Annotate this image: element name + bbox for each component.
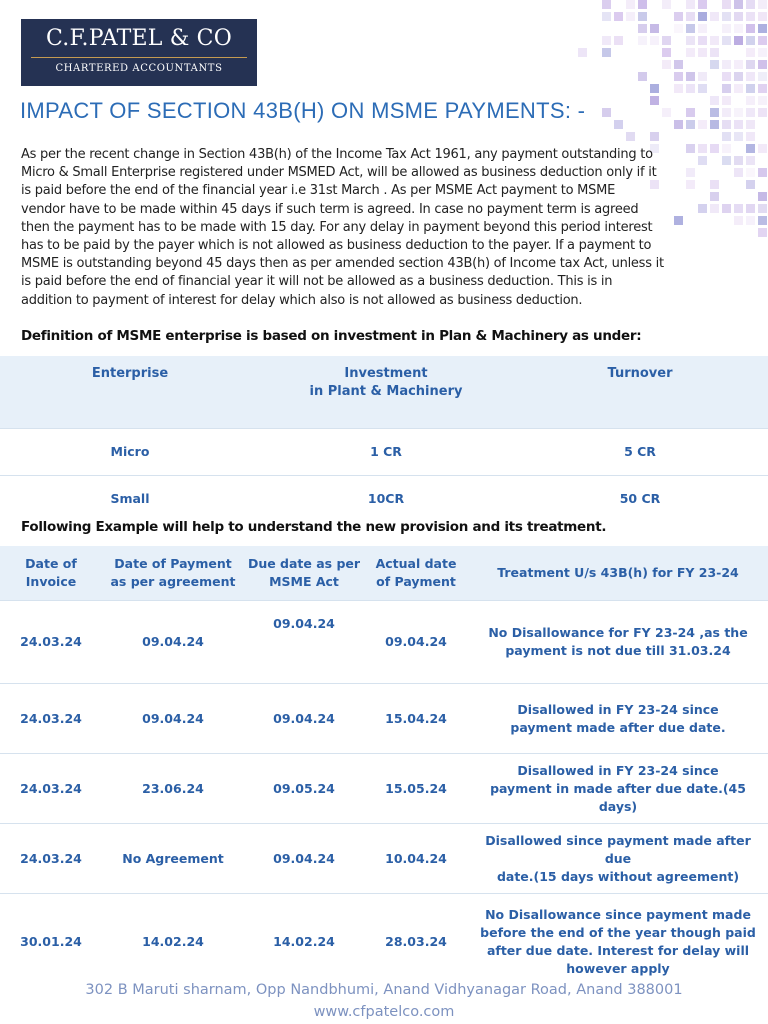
- mosaic-tile: [710, 48, 719, 57]
- mosaic-tile: [734, 60, 743, 69]
- example-table: [0, 546, 768, 990]
- mosaic-tile: [686, 24, 695, 33]
- msme-definition-table: [0, 356, 768, 522]
- logo-name: C.F.PATEL & CO: [46, 26, 232, 51]
- table-header-row: [0, 546, 768, 601]
- header-agreed-payment-date: Date of Payment as per agreement: [102, 546, 244, 601]
- agreed-date-cell: 09.04.24: [102, 601, 244, 684]
- mosaic-tile: [758, 192, 767, 201]
- mosaic-tile: [650, 132, 659, 141]
- mosaic-tile: [722, 60, 731, 69]
- mosaic-tile: [602, 48, 611, 57]
- intro-line: As per the recent change in Section 43B(h) of the Income Tax Act 1961, any payment outstanding to: [21, 147, 653, 162]
- mosaic-tile: [734, 156, 743, 165]
- footer-website-link[interactable]: www.cfpatelco.com: [313, 1004, 455, 1020]
- agreed-date-cell: 09.04.24: [102, 684, 244, 754]
- treatment-cell: Disallowed since payment made after due date.(15 days without agreement): [468, 824, 768, 894]
- mosaic-tile: [734, 36, 743, 45]
- mosaic-tile: [638, 72, 647, 81]
- mosaic-tile: [722, 72, 731, 81]
- mosaic-tile: [626, 12, 635, 21]
- mosaic-tile: [602, 108, 611, 117]
- mosaic-tile: [758, 24, 767, 33]
- mosaic-tile: [758, 144, 767, 153]
- mosaic-tile: [722, 24, 731, 33]
- mosaic-tile: [638, 0, 647, 9]
- mosaic-tile: [686, 108, 695, 117]
- logo-divider: [31, 57, 247, 58]
- mosaic-tile: [614, 36, 623, 45]
- mosaic-tile: [650, 36, 659, 45]
- treatment-cell: No Disallowance for FY 23-24 ,as the payment is not due till 31.03.24: [468, 601, 768, 684]
- mosaic-tile: [698, 24, 707, 33]
- mosaic-tile: [650, 84, 659, 93]
- mosaic-tile: [746, 156, 755, 165]
- mosaic-tile: [746, 24, 755, 33]
- mosaic-tile: [662, 0, 671, 9]
- agreed-date-cell: No Agreement: [102, 824, 244, 894]
- mosaic-tile: [722, 132, 731, 141]
- mosaic-tile: [638, 24, 647, 33]
- mosaic-tile: [662, 48, 671, 57]
- table-row: [0, 894, 768, 991]
- mosaic-tile: [698, 84, 707, 93]
- mosaic-tile: [686, 72, 695, 81]
- invoice-date-cell: 24.03.24: [0, 601, 102, 684]
- mosaic-tile: [746, 180, 755, 189]
- mosaic-tile: [662, 108, 671, 117]
- mosaic-tile: [626, 132, 635, 141]
- mosaic-tile: [710, 36, 719, 45]
- mosaic-tile: [602, 36, 611, 45]
- table-row: [0, 476, 768, 523]
- mosaic-tile: [746, 60, 755, 69]
- mosaic-tile: [722, 36, 731, 45]
- mosaic-tile: [638, 12, 647, 21]
- mosaic-tile: [722, 0, 731, 9]
- mosaic-tile: [722, 12, 731, 21]
- due-date-cell: 09.04.24: [244, 824, 364, 894]
- mosaic-tile: [662, 36, 671, 45]
- mosaic-tile: [650, 24, 659, 33]
- invoice-date-cell: 24.03.24: [0, 754, 102, 824]
- definition-heading: Definition of MSME enterprise is based on investment in Plan & Machinery as under:: [21, 328, 642, 344]
- mosaic-tile: [674, 72, 683, 81]
- mosaic-tile: [734, 12, 743, 21]
- actual-date-cell: 10.04.24: [364, 824, 468, 894]
- agreed-date-cell: 14.02.24: [102, 894, 244, 991]
- intro-line: then the payment has to be made with 15 day. For any delay in payment beyond this period interest: [21, 219, 653, 235]
- mosaic-tile: [710, 12, 719, 21]
- mosaic-tile: [722, 84, 731, 93]
- agreed-date-cell: 23.06.24: [102, 754, 244, 824]
- mosaic-tile: [674, 60, 683, 69]
- mosaic-tile: [758, 168, 767, 177]
- mosaic-tile: [698, 0, 707, 9]
- mosaic-tile: [746, 72, 755, 81]
- invoice-date-cell: 24.03.24: [0, 824, 102, 894]
- mosaic-tile: [602, 12, 611, 21]
- treatment-cell: Disallowed in FY 23-24 since payment made after due date.: [468, 684, 768, 754]
- mosaic-tile: [746, 144, 755, 153]
- intro-paragraph: [21, 146, 733, 310]
- mosaic-tile: [746, 0, 755, 9]
- mosaic-tile: [722, 120, 731, 129]
- mosaic-tile: [578, 48, 587, 57]
- mosaic-tile: [746, 12, 755, 21]
- due-date-cell: 14.02.24: [244, 894, 364, 991]
- intro-line: has to be paid by the payer which is not allowed as business deduction to the payer. If a payment to: [21, 238, 652, 254]
- mosaic-tile: [758, 204, 767, 213]
- mosaic-tile: [734, 120, 743, 129]
- mosaic-tile: [746, 216, 755, 225]
- mosaic-tile: [698, 36, 707, 45]
- treatment-cell: No Disallowance since payment made before the end of the year though paid after due date. Interest for delay will however apply: [468, 894, 768, 991]
- mosaic-tile: [734, 168, 743, 177]
- mosaic-tile: [746, 84, 755, 93]
- mosaic-tile: [710, 120, 719, 129]
- mosaic-tile: [746, 48, 755, 57]
- mosaic-tile: [710, 60, 719, 69]
- mosaic-tile: [758, 96, 767, 105]
- mosaic-tile: [710, 96, 719, 105]
- header-invoice-date: Date of Invoice: [0, 546, 102, 601]
- footer-address: 302 B Maruti sharnam, Opp Nandbhumi, Anand Vidhyanagar Road, Anand 388001: [85, 982, 683, 998]
- mosaic-tile: [734, 24, 743, 33]
- due-date-cell: 09.04.24: [244, 601, 364, 684]
- mosaic-tile: [674, 84, 683, 93]
- mosaic-tile: [758, 12, 767, 21]
- intro-line: addition to payment of interest for delay which also is not allowed as business deduction.: [21, 292, 583, 308]
- mosaic-tile: [746, 108, 755, 117]
- mosaic-tile: [686, 0, 695, 9]
- mosaic-tile: [698, 120, 707, 129]
- table-row: [0, 429, 768, 476]
- mosaic-tile: [758, 0, 767, 9]
- mosaic-tile: [722, 108, 731, 117]
- mosaic-tile: [758, 48, 767, 57]
- example-heading: Following Example will help to understand the new provision and its treatment.: [21, 519, 607, 535]
- mosaic-tile: [734, 204, 743, 213]
- mosaic-tile: [686, 48, 695, 57]
- mosaic-tile: [746, 120, 755, 129]
- mosaic-tile: [746, 168, 755, 177]
- mosaic-tile: [602, 0, 611, 9]
- mosaic-tile: [758, 228, 767, 237]
- company-logo: [21, 19, 257, 86]
- treatment-cell: Disallowed in FY 23-24 since payment in made after due date.(45 days): [468, 754, 768, 824]
- table-row: [0, 684, 768, 754]
- mosaic-tile: [758, 108, 767, 117]
- table-row: [0, 601, 768, 684]
- actual-date-cell: 15.04.24: [364, 684, 468, 754]
- mosaic-tile: [626, 0, 635, 9]
- invoice-date-cell: 30.01.24: [0, 894, 102, 991]
- intro-line: MSME is outstanding beyond 45 days then as per amended section 43B(h) of Income tax Act, unless it: [21, 256, 664, 272]
- mosaic-tile: [746, 204, 755, 213]
- intro-line: Micro & Small Enterprise registered under MSMED Act, will be allowed as business deduction only if it: [21, 165, 657, 181]
- due-date-cell: 09.05.24: [244, 754, 364, 824]
- mosaic-tile: [674, 12, 683, 21]
- mosaic-tile: [686, 120, 695, 129]
- mosaic-tile: [746, 96, 755, 105]
- turnover-cell: 5 CR: [512, 429, 768, 476]
- mosaic-tile: [710, 108, 719, 117]
- mosaic-tile: [734, 72, 743, 81]
- mosaic-tile: [758, 84, 767, 93]
- header-treatment: Treatment U/s 43B(h) for FY 23-24: [468, 546, 768, 601]
- actual-date-cell: 28.03.24: [364, 894, 468, 991]
- invoice-date-cell: 24.03.24: [0, 684, 102, 754]
- enterprise-cell: Micro: [0, 429, 260, 476]
- page-title: IMPACT OF SECTION 43B(H) ON MSME PAYMENTS: -: [20, 98, 586, 123]
- mosaic-tile: [674, 24, 683, 33]
- header-enterprise: Enterprise: [0, 356, 260, 429]
- table-row: [0, 754, 768, 824]
- turnover-cell: 50 CR: [512, 476, 768, 523]
- mosaic-tile: [662, 60, 671, 69]
- investment-cell: 1 CR: [260, 429, 512, 476]
- mosaic-tile: [722, 96, 731, 105]
- header-investment: Investment in Plant & Machinery: [260, 356, 512, 429]
- mosaic-tile: [734, 108, 743, 117]
- investment-cell: 10CR: [260, 476, 512, 523]
- enterprise-cell: Small: [0, 476, 260, 523]
- mosaic-tile: [614, 12, 623, 21]
- mosaic-tile: [698, 48, 707, 57]
- mosaic-tile: [746, 132, 755, 141]
- mosaic-tile: [614, 120, 623, 129]
- mosaic-tile: [674, 120, 683, 129]
- logo-tagline: CHARTERED ACCOUNTANTS: [55, 63, 223, 74]
- table-row: [0, 824, 768, 894]
- actual-date-cell: 15.05.24: [364, 754, 468, 824]
- due-date-cell: 09.04.24: [244, 684, 364, 754]
- mosaic-tile: [734, 132, 743, 141]
- mosaic-tile: [698, 12, 707, 21]
- mosaic-tile: [758, 72, 767, 81]
- mosaic-tile: [734, 216, 743, 225]
- actual-date-cell: 09.04.24: [364, 601, 468, 684]
- mosaic-tile: [746, 36, 755, 45]
- mosaic-tile: [734, 84, 743, 93]
- mosaic-tile: [698, 72, 707, 81]
- intro-line: is paid before the end of the financial year i.e 31st March . As per MSME Act payment to MSME: [21, 183, 616, 199]
- mosaic-tile: [758, 36, 767, 45]
- intro-line: is paid before the end of financial year it will not be allowed as a business deduction. This is in: [21, 274, 613, 290]
- header-due-date: Due date as per MSME Act: [244, 546, 364, 601]
- header-turnover: Turnover: [512, 356, 768, 429]
- mosaic-tile: [686, 12, 695, 21]
- header-actual-date: Actual date of Payment: [364, 546, 468, 601]
- mosaic-tile: [758, 216, 767, 225]
- mosaic-tile: [650, 96, 659, 105]
- mosaic-tile: [758, 60, 767, 69]
- mosaic-tile: [734, 0, 743, 9]
- intro-line: vendor have to be made within 45 days if such term is agreed. In case no payment term is agreed: [21, 201, 639, 217]
- mosaic-tile: [686, 84, 695, 93]
- mosaic-tile: [686, 36, 695, 45]
- mosaic-tile: [638, 36, 647, 45]
- table-header-row: [0, 356, 768, 429]
